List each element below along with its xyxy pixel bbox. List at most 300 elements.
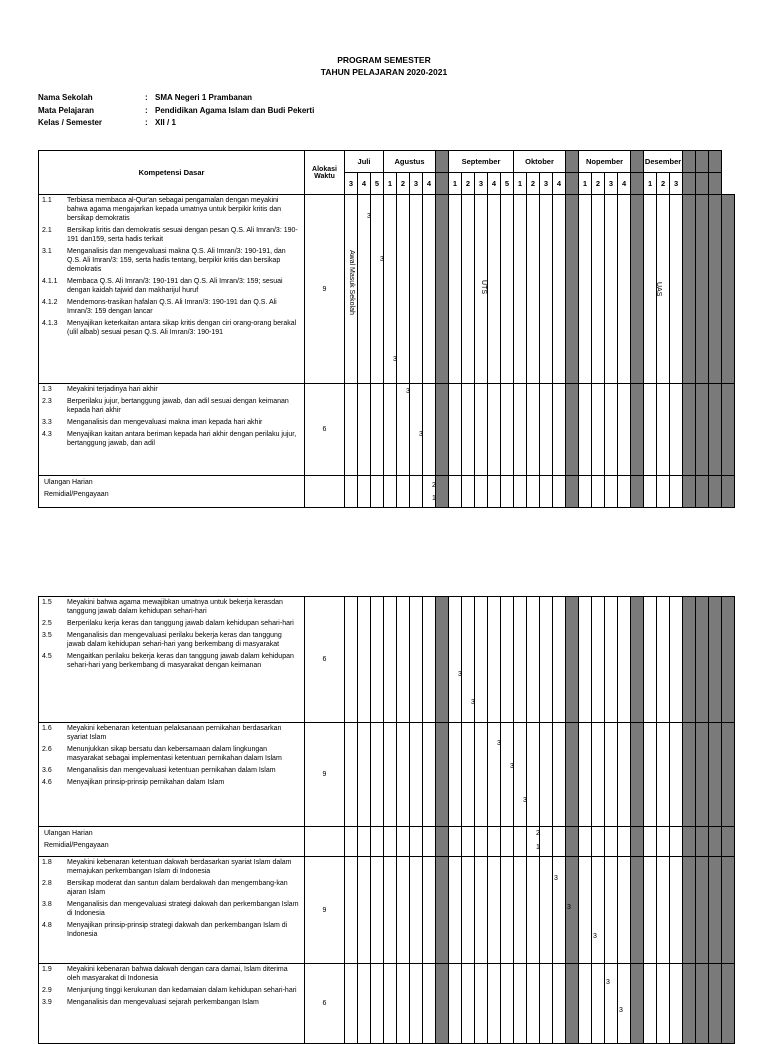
week-cell [605, 597, 618, 723]
kd-text: Menganalisis dan mengevaluasi strategi dakwah dan perkembangan Islam di Indonesia [67, 901, 299, 917]
kd-text: Menganalisis dan mengevaluasi sejarah perkembangan Islam [67, 999, 259, 1006]
week-cell [579, 195, 592, 384]
shaded-cell [709, 597, 722, 723]
week-cell [488, 195, 501, 384]
kd-number: 4.5 [42, 653, 52, 660]
week-cell [358, 476, 371, 508]
week-cell [657, 964, 670, 1044]
week-cell [670, 195, 683, 384]
week-cell [410, 195, 423, 384]
week-cell [527, 964, 540, 1044]
week-cell [410, 723, 423, 827]
week-cell [579, 723, 592, 827]
week-cell [657, 384, 670, 476]
week-cell [449, 476, 462, 508]
kd-item [42, 277, 301, 295]
week-cell [670, 723, 683, 827]
week-cell [592, 723, 605, 827]
alokasi-cell [305, 476, 345, 508]
week-cell [657, 827, 670, 857]
schedule-table-top [38, 150, 735, 508]
week-cell [423, 597, 436, 723]
kd-item [42, 598, 301, 616]
week-cell [592, 195, 605, 384]
week-cell [358, 857, 371, 964]
week-cell [514, 964, 527, 1044]
kd-item [42, 430, 301, 448]
week-cell [475, 964, 488, 1044]
awal-masuk-sekolah-note: Awal Masuk Sekolah [348, 250, 355, 315]
kd-item [42, 652, 301, 670]
kd-number: 3.6 [42, 767, 52, 774]
week-cell [605, 723, 618, 827]
table-row [39, 476, 735, 508]
week-cell [371, 827, 384, 857]
week-cell [657, 597, 670, 723]
week-cell [462, 195, 475, 384]
week-cell [475, 384, 488, 476]
kd-number: 4.1.1 [42, 278, 58, 285]
shaded-cell [709, 195, 722, 384]
kd-text: Menunjukkan sikap bersatu dan kebersamaan dalam lingkungan masyarakat sebagai implementasi ketentuan pernikahan dalam Islam [67, 746, 282, 762]
kd-item [42, 900, 301, 918]
month-oktober: Oktober [514, 151, 566, 173]
shaded-cell [709, 151, 722, 173]
shaded-cell [631, 476, 644, 508]
alokasi-cell: 9 [305, 195, 345, 384]
kd-item [42, 879, 301, 897]
week-value: 3 [367, 213, 371, 220]
week-cell [358, 195, 371, 384]
week-cell [618, 827, 631, 857]
week-number: 3 [345, 173, 358, 195]
week-cell [618, 597, 631, 723]
alokasi-cell: 9 [305, 857, 345, 964]
remidial-label: Remidial/Pengayaan [44, 491, 109, 498]
shaded-cell [566, 597, 579, 723]
week-cell [371, 597, 384, 723]
kd-item [42, 724, 301, 742]
week-cell [501, 384, 514, 476]
week-cell [592, 827, 605, 857]
week-cell [423, 827, 436, 857]
kd-item [42, 858, 301, 876]
shaded-cell [566, 723, 579, 827]
kd-number: 1.5 [42, 599, 52, 606]
week-cell [462, 857, 475, 964]
week-cell [488, 597, 501, 723]
week-cell [670, 476, 683, 508]
kd-text: Meyakini kebenaran bahwa dakwah dengan cara damai, Islam diterima oleh masyarakat di Indonesia [67, 966, 288, 982]
week-cell [553, 964, 566, 1044]
week-cell [462, 384, 475, 476]
week-cell [527, 723, 540, 827]
week-value: 3 [380, 256, 384, 263]
week-cell [501, 723, 514, 827]
shaded-cell [709, 384, 722, 476]
week-cell [397, 827, 410, 857]
shaded-cell [722, 597, 735, 723]
week-cell [540, 597, 553, 723]
week-cell [527, 857, 540, 964]
kd-text: Meyakini kebenaran ketentuan dakwah berdasarkan syariat Islam dalam memajukan perkembangan Islam di Indonesia [67, 859, 292, 875]
shaded-cell [709, 827, 722, 857]
uas-note: UAS [655, 282, 662, 297]
table-row [39, 857, 735, 964]
week-value: 3 [393, 356, 397, 363]
week-cell [514, 857, 527, 964]
week-cell [410, 384, 423, 476]
week-cell [514, 195, 527, 384]
remidial-label: Remidial/Pengayaan [44, 842, 109, 849]
shaded-cell [696, 597, 709, 723]
shaded-cell [436, 964, 449, 1044]
week-cell [670, 597, 683, 723]
kd-item [42, 418, 301, 427]
shaded-cell [631, 723, 644, 827]
shaded-cell [696, 476, 709, 508]
week-cell [371, 195, 384, 384]
table-row [39, 384, 735, 476]
kd-number: 3.1 [42, 248, 52, 255]
week-cell [579, 597, 592, 723]
kd-item [42, 619, 301, 628]
week-cell [670, 384, 683, 476]
kd-text: Terbiasa membaca al-Qur'an sebagai pengamalan dengan meyakini bahwa agama mengajarkan kepada umatnya untuk berpikir kritis dan bersikap demokratis [67, 197, 282, 222]
week-cell [371, 964, 384, 1044]
alokasi-cell: 6 [305, 964, 345, 1044]
week-cell [670, 857, 683, 964]
week-cell [514, 827, 527, 857]
week-number: 5 [371, 173, 384, 195]
kd-text: Mendemons-trasikan hafalan Q.S. Ali Imran/3: 190-191 dan Q.S. Ali Imran/3: 159 dengan lancar [67, 299, 277, 315]
kd-number: 1.9 [42, 966, 52, 973]
week-cell [384, 827, 397, 857]
shaded-cell [722, 195, 735, 384]
shaded-cell [683, 384, 696, 476]
kd-text: Bersikap moderat dan santun dalam berdakwah dan mengembang-kan ajaran Islam [67, 880, 288, 896]
kd-number: 4.1.2 [42, 299, 58, 306]
week-cell [514, 723, 527, 827]
week-number: 4 [618, 173, 631, 195]
week-cell [501, 964, 514, 1044]
header-alokasi-waktu: Alokasi Waktu [305, 151, 345, 195]
ulangan-cell [39, 476, 305, 508]
week-number: 2 [462, 173, 475, 195]
week-number: 2 [657, 173, 670, 195]
info-value: XII / 1 [155, 118, 176, 127]
shaded-cell [722, 964, 735, 1044]
shaded-cell [436, 151, 449, 173]
kd-item [42, 986, 301, 995]
shaded-cell [683, 151, 696, 173]
kd-number: 3.9 [42, 999, 52, 1006]
week-cell [488, 964, 501, 1044]
page-subtitle: TAHUN PELAJARAN 2020-2021 [320, 67, 448, 77]
week-cell [553, 476, 566, 508]
week-cell [358, 723, 371, 827]
week-cell [371, 723, 384, 827]
kd-item [42, 319, 301, 337]
shaded-cell [722, 384, 735, 476]
week-cell [605, 964, 618, 1044]
kd-number: 2.8 [42, 880, 52, 887]
info-separator: : [145, 105, 148, 115]
shaded-cell [696, 195, 709, 384]
shaded-cell [696, 964, 709, 1044]
week-number: 1 [384, 173, 397, 195]
shaded-cell [631, 964, 644, 1044]
kd-text: Menganalisis dan mengevaluasi perilaku bekerja keras dan tanggung jawab dalam kehidupan sehari-hari yang berkembang di masyarakat [67, 632, 282, 648]
kd-text: Bersikap kritis dan demokratis sesuai dengan pesan Q.S. Ali Imran/3: 190-191 dan159, serta hadis terkait [67, 227, 298, 243]
week-number: 2 [397, 173, 410, 195]
shaded-cell [683, 723, 696, 827]
week-cell [410, 964, 423, 1044]
shaded-cell [631, 827, 644, 857]
shaded-cell [436, 195, 449, 384]
kd-number: 2.3 [42, 398, 52, 405]
kd-text: Menganalisis dan mengevaluasi ketentuan pernikahan dalam Islam [67, 767, 276, 774]
shaded-cell [722, 857, 735, 964]
kd-item [42, 226, 301, 244]
table-row [39, 723, 735, 827]
shaded-cell [696, 151, 709, 173]
week-cell [618, 723, 631, 827]
week-cell [488, 476, 501, 508]
kd-number: 1.8 [42, 859, 52, 866]
week-cell [644, 827, 657, 857]
kd-number: 4.6 [42, 779, 52, 786]
week-cell [423, 195, 436, 384]
week-cell [618, 857, 631, 964]
shaded-cell [683, 195, 696, 384]
week-cell [410, 597, 423, 723]
info-row-subject [38, 105, 314, 118]
table-row [39, 827, 735, 857]
week-cell [358, 384, 371, 476]
week-value: 3 [406, 388, 410, 395]
week-cell [579, 857, 592, 964]
info-label: Nama Sekolah [38, 93, 93, 102]
shaded-cell [566, 195, 579, 384]
kd-text: Menyajikan kaitan antara beriman kepada hari akhir dengan perilaku jujur, bertanggung jawab, dan adil [67, 431, 297, 447]
info-label: Kelas / Semester [38, 118, 103, 127]
week-cell [553, 384, 566, 476]
week-cell [605, 857, 618, 964]
month-desember: Desember [644, 151, 683, 173]
week-cell [579, 964, 592, 1044]
week-cell [527, 384, 540, 476]
kd-text: Menganalisis dan mengevaluasi makna Q.S. Ali Imran/3: 190-191, dan Q.S. Ali Imran/3: 159, serta hadis tentang, berpikir kritis dan bersikap demokratis [67, 248, 286, 273]
kd-item [42, 631, 301, 649]
week-number: 1 [579, 173, 592, 195]
week-cell [540, 964, 553, 1044]
shaded-cell [631, 384, 644, 476]
week-value: 1 [536, 844, 540, 851]
alokasi-cell: 6 [305, 597, 345, 723]
week-cell [540, 723, 553, 827]
week-cell [514, 476, 527, 508]
week-cell [371, 857, 384, 964]
week-cell [384, 384, 397, 476]
shaded-cell [709, 173, 722, 195]
kd-text: Menyajikan prinsip-prinsip strategi dakwah dan perkembangan Islam di Indonesia [67, 922, 288, 938]
week-cell [592, 857, 605, 964]
month-juli: Juli [345, 151, 384, 173]
week-cell [384, 857, 397, 964]
shaded-cell [436, 476, 449, 508]
kd-text: Mengaitkan perilaku bekerja keras dan tanggung jawab dalam kehidupan sehari-hari yang berkembang di masyarakat dengan keimanan [67, 653, 294, 669]
kd-cell [39, 857, 305, 964]
kd-number: 2.5 [42, 620, 52, 627]
week-cell [527, 476, 540, 508]
shaded-cell [566, 827, 579, 857]
week-cell [449, 195, 462, 384]
week-cell [410, 827, 423, 857]
week-cell [345, 827, 358, 857]
kd-number: 3.8 [42, 901, 52, 908]
week-cell [397, 723, 410, 827]
shaded-cell [722, 723, 735, 827]
alokasi-cell: 9 [305, 723, 345, 827]
week-cell [592, 964, 605, 1044]
week-number: 1 [449, 173, 462, 195]
week-cell [592, 384, 605, 476]
week-number: 4 [553, 173, 566, 195]
table-row [39, 195, 735, 384]
ulangan-cell [39, 827, 305, 857]
week-cell [423, 723, 436, 827]
week-cell [579, 476, 592, 508]
kd-item [42, 921, 301, 939]
shaded-cell [709, 723, 722, 827]
week-cell [540, 476, 553, 508]
shaded-cell [696, 857, 709, 964]
info-row-school [38, 92, 314, 105]
week-cell [579, 384, 592, 476]
shaded-cell [436, 857, 449, 964]
kd-item [42, 965, 301, 983]
shaded-cell [436, 384, 449, 476]
shaded-cell [683, 476, 696, 508]
week-cell [540, 384, 553, 476]
shaded-cell [566, 151, 579, 173]
kd-number: 2.1 [42, 227, 52, 234]
week-cell [488, 723, 501, 827]
week-cell [384, 964, 397, 1044]
shaded-cell [631, 195, 644, 384]
shaded-cell [566, 476, 579, 508]
week-cell [345, 857, 358, 964]
info-label: Mata Pelajaran [38, 105, 95, 115]
week-cell [605, 827, 618, 857]
week-cell [475, 723, 488, 827]
kd-cell [39, 723, 305, 827]
ulangan-harian-label: Ulangan Harian [44, 479, 93, 486]
uts-note: UTS [480, 280, 487, 294]
shaded-cell [631, 857, 644, 964]
week-cell [540, 195, 553, 384]
week-cell [618, 476, 631, 508]
week-cell [397, 597, 410, 723]
week-cell [371, 384, 384, 476]
week-cell [553, 723, 566, 827]
kd-text: Meyakini kebenaran ketentuan pelaksanaan pernikahan berdasarkan syariat Islam [67, 725, 282, 741]
kd-text: Berperilaku jujur, bertanggung jawab, dan adil sesuai dengan keimanan kepada hari akhir [67, 398, 289, 414]
week-cell [449, 597, 462, 723]
kd-item [42, 385, 301, 394]
shaded-cell [436, 723, 449, 827]
week-value: 3 [593, 933, 597, 940]
shaded-cell [683, 857, 696, 964]
week-cell [644, 597, 657, 723]
week-value: 3 [554, 875, 558, 882]
table-row [39, 597, 735, 723]
week-cell [345, 723, 358, 827]
week-cell [358, 597, 371, 723]
info-row-class [38, 117, 314, 130]
week-cell [501, 827, 514, 857]
info-value: Pendidikan Agama Islam dan Budi Pekerti [155, 105, 315, 115]
kd-item [42, 247, 301, 274]
kd-item [42, 298, 301, 316]
kd-number: 4.1.3 [42, 320, 58, 327]
week-cell [449, 723, 462, 827]
week-number: 2 [527, 173, 540, 195]
week-value: 2 [536, 830, 540, 837]
week-cell [345, 597, 358, 723]
week-value: 3 [523, 797, 527, 804]
shaded-cell [631, 597, 644, 723]
week-cell [462, 476, 475, 508]
week-number: 4 [423, 173, 436, 195]
week-cell [618, 384, 631, 476]
shaded-cell [566, 173, 579, 195]
info-value: SMA Negeri 1 Prambanan [155, 93, 253, 102]
kd-item [42, 196, 301, 223]
week-cell [423, 857, 436, 964]
week-cell [462, 723, 475, 827]
shaded-cell [696, 384, 709, 476]
week-number: 3 [410, 173, 423, 195]
week-cell [449, 857, 462, 964]
week-cell [397, 384, 410, 476]
kd-text: Berperilaku kerja keras dan tanggung jawab dalam kehidupan sehari-hari [67, 620, 294, 627]
week-cell [644, 384, 657, 476]
week-cell [449, 384, 462, 476]
week-cell [618, 964, 631, 1044]
week-cell [475, 827, 488, 857]
week-cell [462, 827, 475, 857]
month-agustus: Agustus [384, 151, 436, 173]
info-separator: : [145, 93, 148, 102]
kd-text: Membaca Q.S. Ali Imran/3: 190-191 dan Q.S. Ali Imran/3: 159; sesuai dengan kaidah tajwid dan makharijul huruf [67, 278, 283, 294]
shaded-cell [696, 173, 709, 195]
week-cell [644, 857, 657, 964]
week-cell [358, 827, 371, 857]
week-number: 1 [644, 173, 657, 195]
week-number: 4 [488, 173, 501, 195]
shaded-cell [696, 723, 709, 827]
kd-text: Menyajikan prinsip-prinsip pernikahan dalam Islam [67, 779, 225, 786]
week-number: 3 [540, 173, 553, 195]
week-number: 5 [501, 173, 514, 195]
week-cell [605, 476, 618, 508]
week-cell [540, 857, 553, 964]
kd-number: 4.8 [42, 922, 52, 929]
week-cell [384, 476, 397, 508]
week-cell [345, 964, 358, 1044]
